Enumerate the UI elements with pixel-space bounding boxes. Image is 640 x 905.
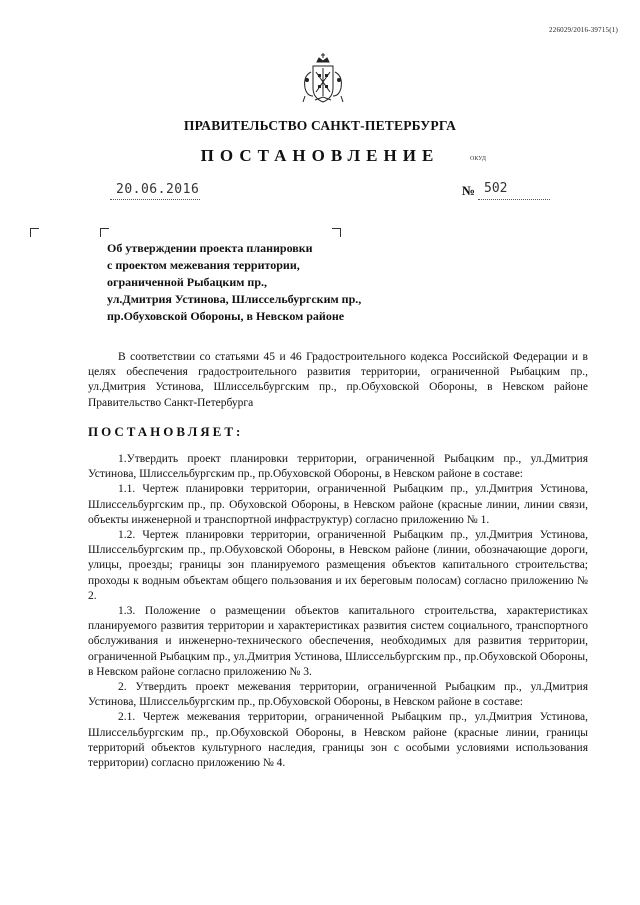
decree-number: 502 [484,181,508,196]
government-name: ПРАВИТЕЛЬСТВО САНКТ-ПЕТЕРБУРГА [183,118,457,133]
item-paragraph: 1.2. Чертеж планировки территории, ограниченной Рыбацким пр., ул.Дмитрия Устинова, Шлиссельбургским пр., пр.Обуховской Обороны, в Невском районе (линии, обозначающие дороги, улицы, проезды; границы зон планируемого размещения объектов капитального строительства; проходы к водным объектам общего пользования и их береговым полосам) согласно приложению № 2. [88,529,588,602]
decree-subject [107,240,447,325]
subject-line: с проектом межевания территории, [107,258,300,272]
item-paragraph: 2.1. Чертеж межевания территории, ограниченной Рыбацким пр., ул.Дмитрия Устинова, Шлиссельбургским пр., пр.Обуховской Обороны, в Невском районе (красные линии, границы территорий объектов культурного наследия, границы зон с особыми условиями использования территории) согласно приложению № 4. [88,711,588,770]
okud-label: ОКУД [470,156,486,162]
item-paragraph: 1.Утвердить проект планировки территории, ограниченной Рыбацким пр., ул.Дмитрия Устинова, Шлиссельбургским пр., пр.Обуховской Обороны, в Невском районе в составе: [88,453,588,481]
item-paragraph: 2. Утвердить проект межевания территории, ограниченной Рыбацким пр., ул.Дмитрия Устинова, Шлиссельбургским пр., пр.Обуховской Обороны, в Невском районе в составе: [88,681,588,709]
bracket-mark [100,228,109,237]
document-id: 226029/2016-39715(1) [549,26,618,34]
subject-line: Об утверждении проекта планировки [107,241,313,255]
resolve-heading: ПОСТАНОВЛЯЕТ: [88,424,244,439]
bracket-mark [30,228,39,237]
number-label: № [462,183,476,198]
bracket-mark [332,228,341,237]
number-underline [478,199,550,200]
subject-line: пр.Обуховской Обороны, в Невском районе [107,309,345,323]
decree-date: 20.06.2016 [116,182,200,197]
item-paragraph: 1.1. Чертеж планировки территории, ограниченной Рыбацким пр., ул.Дмитрия Устинова, Шлиссельбургским пр., пр. Обуховской Обороны, в Невском районе (красные линии, линии связи, объекты инженерной и транспортной инфраструктур) согласно приложению № 1. [88,483,588,526]
item-paragraph: 1.3. Положение о размещении объектов капитального строительства, характеристиках планируемого развития территории и характеристиках развития систем социального, транспортного обслуживания и инженерно-технического обеспечения, необходимых для развития территории, ограниченной Рыбацким пр., ул.Дмитрия Устинова, Шлиссельбургским пр., пр.Обуховской Обороны, в Невском районе согласно приложению № 3. [88,605,588,678]
decree-title: ПОСТАНОВЛЕНИЕ [200,146,440,165]
decree-items [88,452,588,771]
preamble-paragraph [88,350,588,411]
preamble-text: В соответствии со статьями 45 и 46 Градостроительного кодекса Российской Федерации и в целях обеспечения градостроительного развития территории, ограниченной Рыбацким пр., ул.Дмитрия Устинова, Шлиссельбургским пр., пр.Обуховской Обороны, в Невском районе Правительство Санкт-Петербурга [88,351,588,409]
saint-petersburg-coat-of-arms-icon [299,52,347,104]
subject-line: ул.Дмитрия Устинова, Шлиссельбургским пр., [107,292,362,306]
subject-line: ограниченной Рыбацким пр., [107,275,267,289]
date-underline [110,199,200,200]
